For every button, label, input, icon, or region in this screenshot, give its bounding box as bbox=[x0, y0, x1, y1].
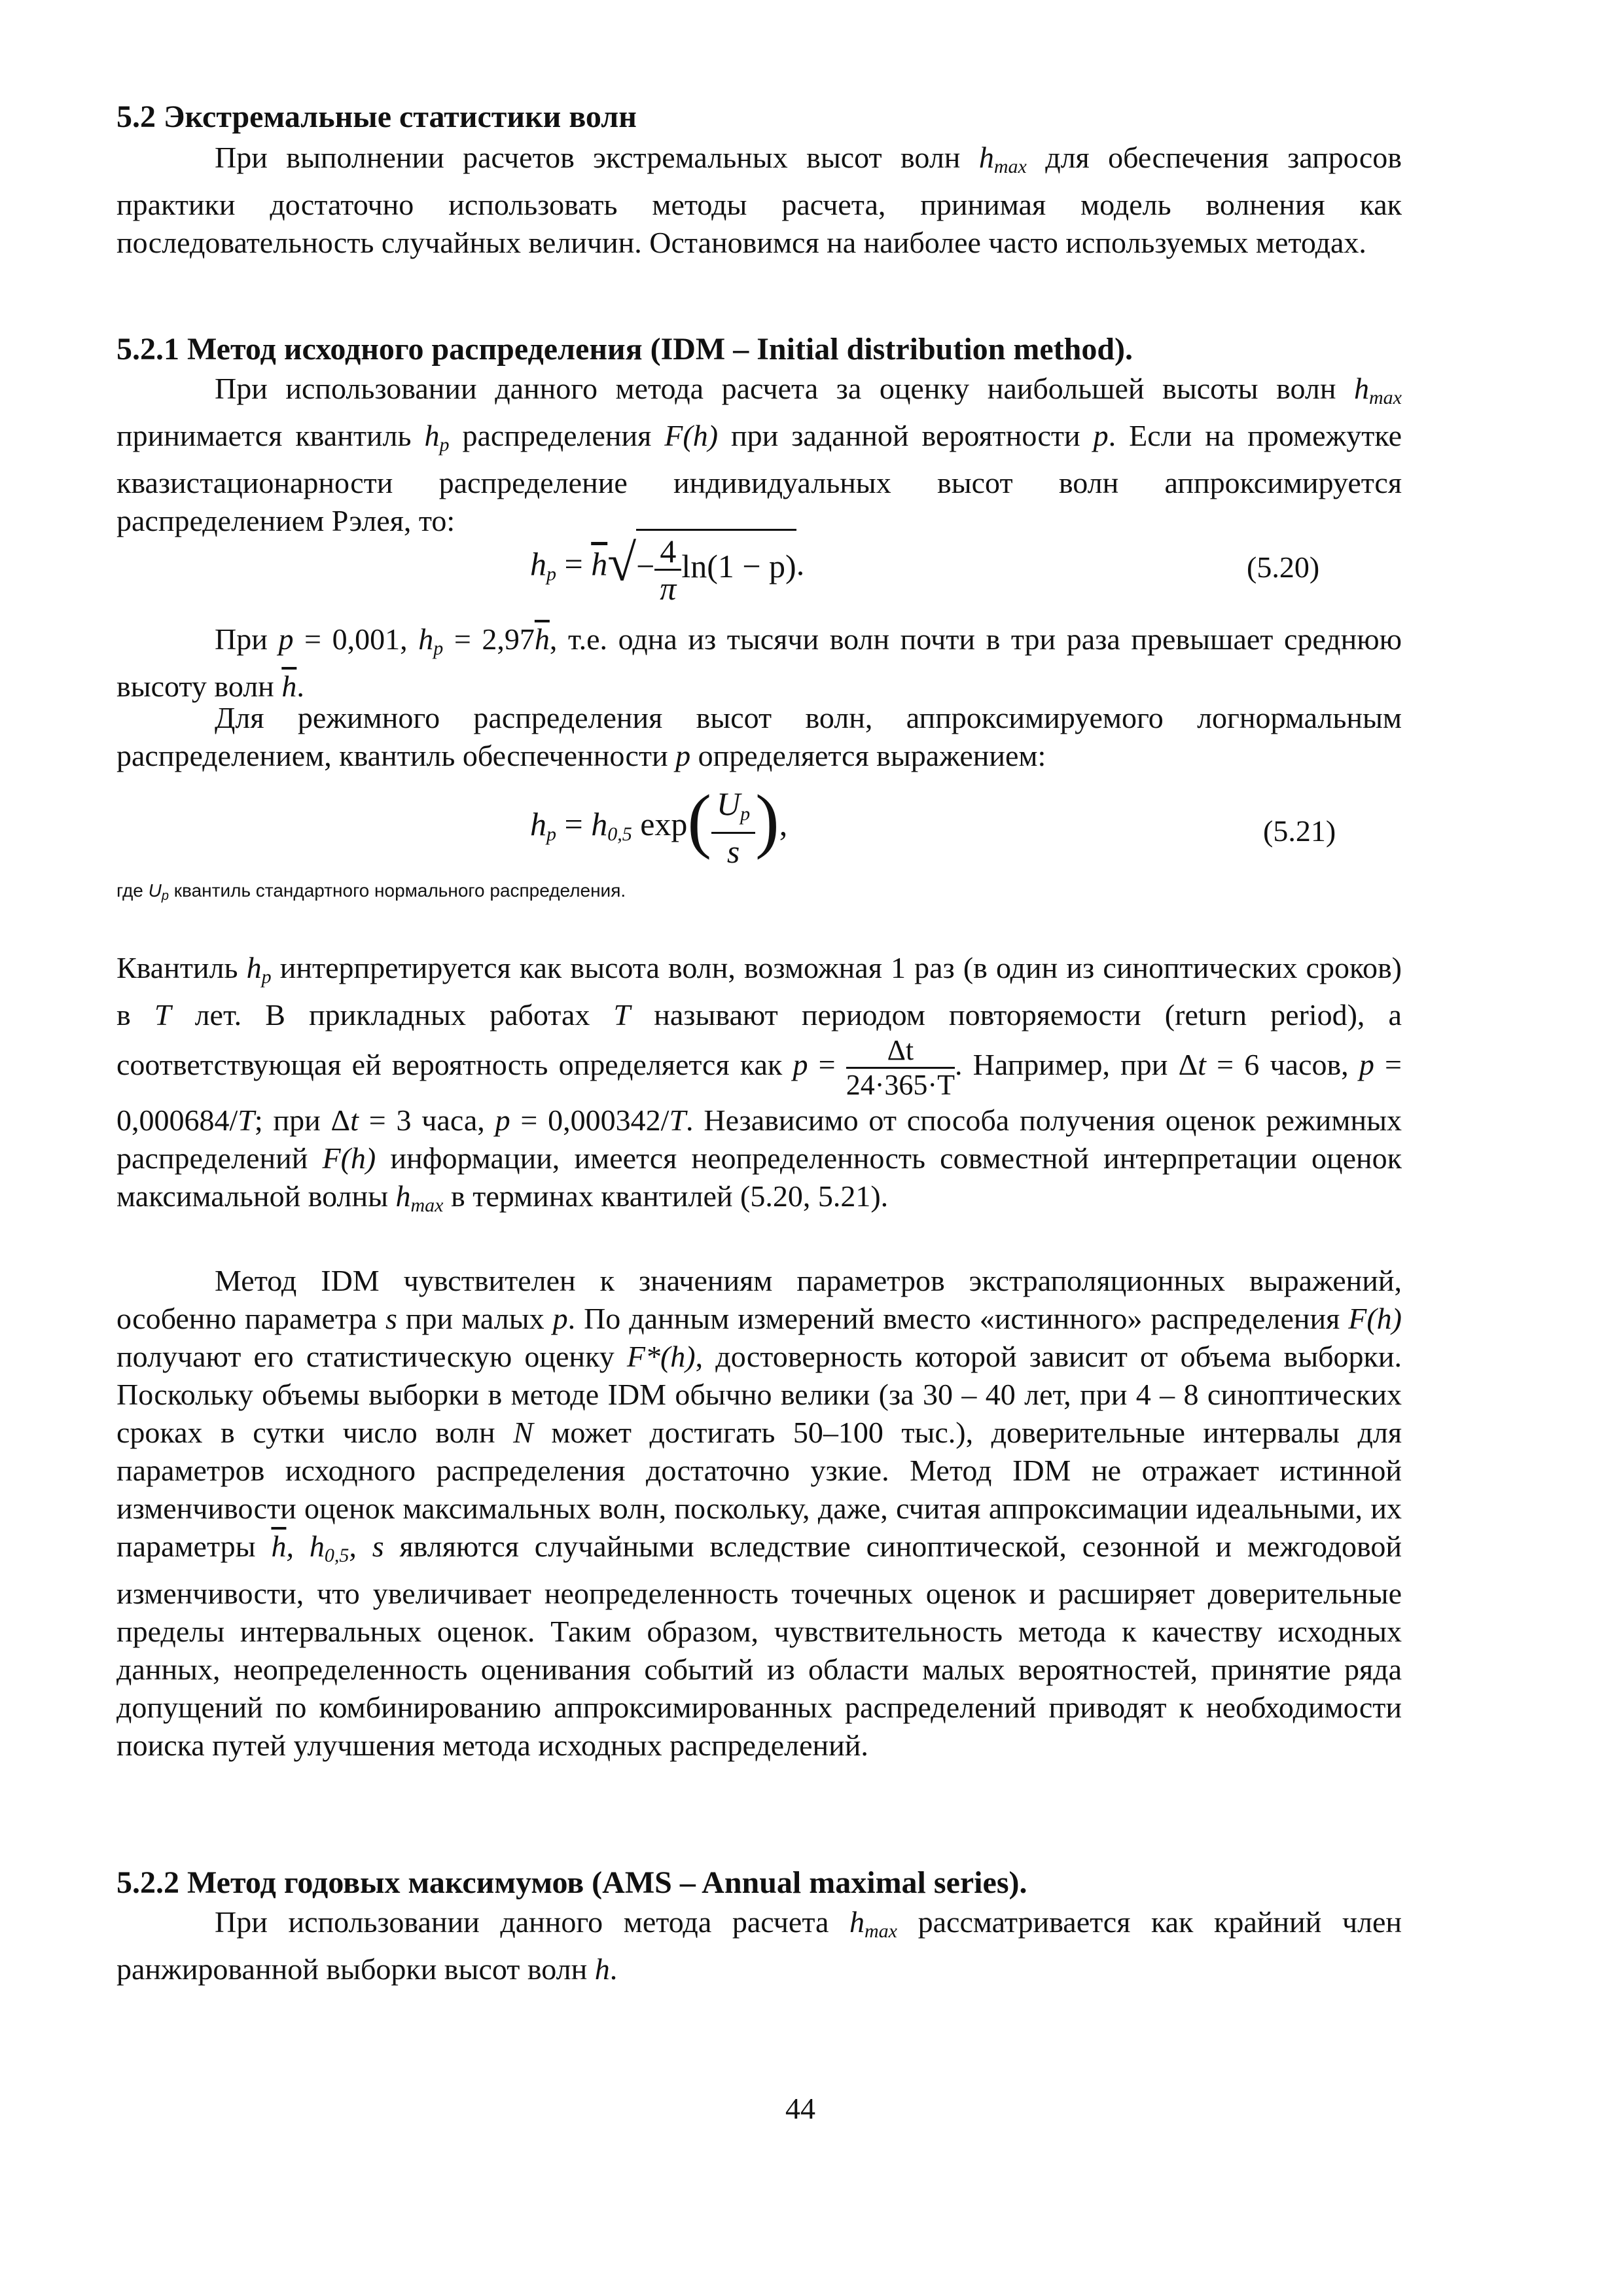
section-heading-5-2-1: 5.2.1 Метод исходного распределения (IDM – Initial distribution method). bbox=[116, 332, 1133, 367]
equation-note: где $U_p$ квантиль стандартного нормального распределения. bbox=[116, 880, 626, 903]
equation-number-5-20: (5.20) bbox=[1247, 550, 1320, 584]
paragraph-lognormal: Для режимного распределения высот волн, аппроксимируемого логнормальным распределением, квантиль обеспеченности p определяется выражением: bbox=[116, 701, 1402, 772]
section-heading-5-2: 5.2 Экстремальные статистики волн bbox=[116, 99, 637, 134]
equation-5-21: $h_p = h_{0,5}$ exp( $\frac{U_p}{s}$ ), bbox=[530, 780, 788, 870]
paragraph-5-2-intro: При выполнении расчетов экстремальных высот волн $h_{max}$ для обеспечения запросов практики достаточно использовать методы расчета, принимая модель волнения как последовательность случайных величин. Остановимся на наиболее часто используемых методах. bbox=[116, 141, 1402, 259]
page-number: 44 bbox=[785, 2092, 815, 2125]
paragraph-rayleigh-example: При p = 0,001, $h_p = 2,97\overline{h}$, т.е. одна из тысячи волн почти в три раза превышает среднюю высоту волн $\overline{h}$. bbox=[116, 622, 1402, 703]
equation-number-5-21: (5.21) bbox=[1263, 814, 1336, 848]
equation-5-20: $h_p = \overline{h}√-$ $\frac{4}{\pi}$ ln(1 − p). bbox=[530, 529, 804, 606]
paragraph-return-period: Квантиль $h_p$ интерпретируется как высота волн, возможная 1 раз (в один из синоптических сроков) в T лет. В прикладных работах T называют периодом повторяемости (return period), а соответствующая ей вероятность определяется как p = $\frac{\Delta t}{24\cdot 365\cdot T}$ . Например, при Δt = 6 часов, p = 0,000684/T; при Δt = 3 часа, p = 0,000342/T. Независимо от способа получения оценок режимных распределений F(h) информации, имеется неопределенность совместной интерпретации оценок максимальной волны $h_{max}$ в терминах квантилей (5.20, 5.21). bbox=[116, 951, 1402, 1216]
section-heading-5-2-2: 5.2.2 Метод годовых максимумов (AMS – Annual maximal series). bbox=[116, 1865, 1027, 1900]
paragraph-idm-intro: При использовании данного метода расчета за оценку наибольшей высоты волн $h_{max}$ принимается квантиль $h_p$ распределения F(h) при заданной вероятности p. Если на промежутке квазистационарности распределение индивидуальных высот волн аппроксимируется распределением Рэлея, то: bbox=[116, 372, 1402, 537]
paragraph-ams-intro: При использовании данного метода расчета $h_{max}$ рассматривается как крайний член ранжированной выборки высот волн h. bbox=[116, 1905, 1402, 1986]
paragraph-idm-sensitivity: Метод IDM чувствителен к значениям параметров экстраполяционных выражений, особенно параметра s при малых p. По данным измерений вместо «истинного» распределения F(h) получают его статистическую оценку F*(h), достоверность которой зависит от объема выборки. Поскольку объемы выборки в методе IDM обычно велики (за 30 – 40 лет, при 4 – 8 синоптических сроках в сутки число волн N может достигать 50–100 тыс.), доверительные интервалы для параметров исходного распределения достаточно узкие. Метод IDM не отражает истинной изменчивости оценок максимальных волн, поскольку, даже, считая аппроксимации идеальными, их параметры $\overline{h}$, $h_{0,5}$, s являются случайными вследствие синоптической, сезонной и межгодовой изменчивости, что увеличивает неопределенность точечных оценок и расширяет доверительные пределы интервальных оценок. Таким образом, чувствительность метода к качеству исходных данных, неопределенность оценивания событий из области малых вероятностей, принятие ряда допущений по комбинированию аппроксимированных распределений приводят к необходимости поиска путей улучшения метода исходных распределений. bbox=[116, 1264, 1402, 1762]
